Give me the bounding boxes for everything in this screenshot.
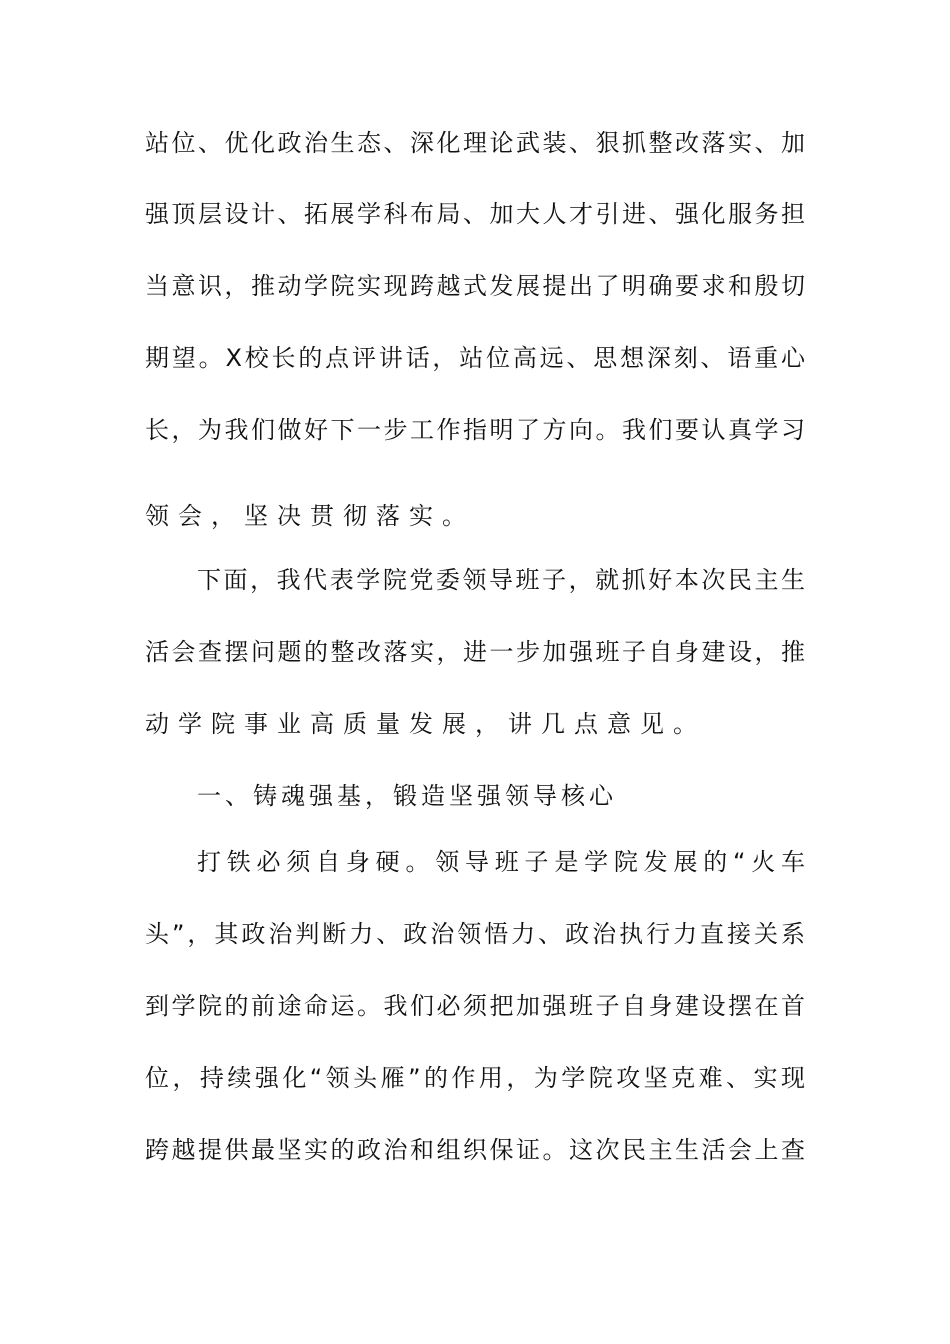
section-heading: 一、铸魂强基，锻造坚强领导核心	[197, 782, 617, 810]
paragraph-line: 跨越提供最坚实的政治和组织保证。这次民主生活会上查	[145, 1136, 805, 1164]
paragraph-line: 站位、优化政治生态、深化理论武装、狠抓整改落实、加	[145, 129, 805, 157]
paragraph-line: 头”，其政治判断力、政治领悟力、政治执行力直接关系	[145, 920, 805, 948]
paragraph-line: 下面，我代表学院党委领导班子，就抓好本次民主生	[197, 566, 805, 594]
paragraph-line: 位，持续强化“领头雁”的作用，为学院攻坚克难、实现	[145, 1064, 805, 1092]
paragraph-line: 期望。X校长的点评讲话，站位高远、思想深刻、语重心	[145, 344, 805, 372]
paragraph-line: 当意识，推动学院实现跨越式发展提出了明确要求和殷切	[145, 272, 805, 300]
paragraph-line: 领会，坚决贯彻落实。	[145, 502, 475, 530]
paragraph-line: 长，为我们做好下一步工作指明了方向。我们要认真学习	[145, 416, 805, 444]
paragraph-line: 动学院事业高质量发展，讲几点意见。	[145, 710, 706, 738]
paragraph-line: 打铁必须自身硬。领导班子是学院发展的“火车	[197, 848, 805, 876]
paragraph-line: 活会查摆问题的整改落实，进一步加强班子自身建设，推	[145, 638, 805, 666]
paragraph-line: 强顶层设计、拓展学科布局、加大人才引进、强化服务担	[145, 200, 805, 228]
paragraph-line: 到学院的前途命运。我们必须把加强班子自身建设摆在首	[145, 992, 805, 1020]
